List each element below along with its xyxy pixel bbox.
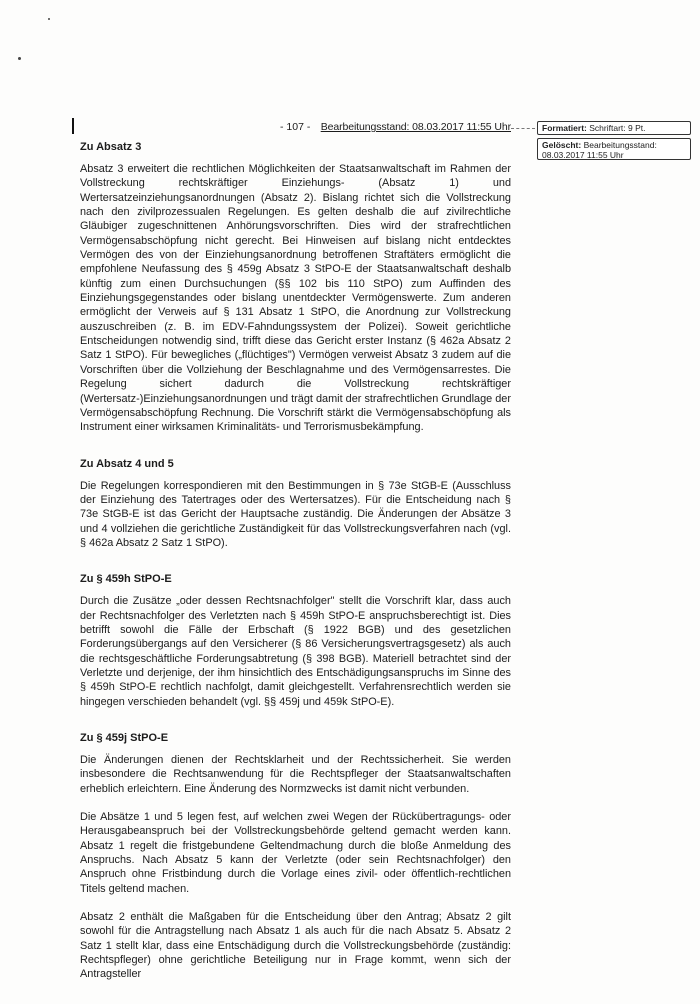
page-number: - 107 - [280, 121, 311, 133]
document-body [80, 140, 511, 1004]
comment-connector [511, 128, 535, 129]
section-heading: Zu Absatz 4 und 5 [80, 457, 174, 470]
paragraph: Durch die Zusätze „oder dessen Rechtsnachfolger" stellt die Vorschrift klar, dass auch der Rechtsnachfolger des Verletzten nach § 459h StPO-E anspruchsberechtigt ist. Dies betrifft sowohl die Fälle der Erbschaft (§ 1922 BGB) und des gesetzlichen Forderungsübergangs auf den Versicherer (§ 86 Versicherungsvertragsgesetz) als auch die rechtsgeschäftliche Forderungsabtretung (§ 398 BGB). Materiell betrachtet sind der Verletzte und derjenige, der ihm hinsichtlich des Entschädigungsanspruchs im Sinne des § 459h StPO-E rechtlich nachfolgt, damit gleichgestellt. Verfahrensrechtlich werden sie hingegen verschieden behandelt (vgl. §§ 459j und 459k StPO-E). [80, 595, 511, 708]
revision-stamp: Bearbeitungsstand: 08.03.2017 11:55 Uhr [320, 121, 511, 133]
paragraph: Die Änderungen dienen der Rechtsklarheit und der Rechtssicherheit. Sie werden insbesondere die Rechtsanwendung für die Rechtspfleger der Staatsanwaltschaften erheblich erleichtern. Eine Änderung des Normzwecks ist damit nicht verbunden. [80, 754, 511, 795]
comment-formatted[interactable] [537, 121, 691, 135]
section-heading: Zu § 459j StPO-E [80, 732, 169, 744]
comment-label: Gelöscht: [542, 140, 582, 150]
comment-text: Schriftart: 9 Pt. [589, 123, 646, 133]
scan-speck [18, 57, 21, 60]
comment-label: Formatiert: [542, 123, 587, 133]
paragraph: Die Regelungen korrespondieren mit den Bestimmungen in § 73e StGB-E (Ausschluss der Einziehung des Tatertrages oder des Wertersatzes). Für die Entscheidung nach § 73e StGB-E ist das Gericht der Hauptsache zuständig. Die Änderungen der Absätze 3 und 4 vollziehen die gerichtliche Zuständigkeit für das Vollstreckungsverfahren nach (vgl. § 462a Absatz 2 Satz 1 StPO). [80, 479, 511, 549]
paragraph: Absatz 2 enthält die Maßgaben für die Entscheidung über den Antrag; Absatz 2 gilt sowohl für die Antragstellung nach Absatz 1 als auch für die nach Absatz 5. Absatz 2 Satz 1 stellt klar, dass eine Entschädigung durch die Vollstreckungsbehörde (zuständig: Rechtspfleger) ohne gerichtliche Beteiligung nur in Frage kommt, wenn sich der Antragsteller [80, 911, 511, 981]
revision-bar [72, 118, 74, 134]
section-heading: Zu § 459h StPO-E [80, 573, 172, 586]
comment-deleted[interactable] [537, 138, 691, 160]
scan-speck [48, 18, 50, 20]
paragraph: Die Absätze 1 und 5 legen fest, auf welchen zwei Wegen der Rückübertragungs- oder Herausgabeanspruch bei der Vollstreckungsbehörde geltend gemacht werden kann. Absatz 1 regelt die fristgebundene Geltendmachung durch die bloße Anmeldung des Anspruchs. Nach Absatz 5 kann der Verletzte (oder sein Rechtsnachfolger) den Anspruch ohne Fristbindung durch die Vorlage eines zivil- oder öffentlich-rechtlichen Titels geltend machen. [80, 811, 511, 895]
comment-text: Bearbeitungsstand: 08.03.2017 11:55 Uhr [542, 140, 657, 160]
paragraph: Absatz 3 erweitert die rechtlichen Möglichkeiten der Staatsanwaltschaft im Rahmen der Vollstreckung rechtskräftiger Einziehungs- (Absatz 1) und Wertersatzeinziehungsanordnungen (Absatz 2). Bislang richtet sich die Vollstreckung nach den zivilprozessualen Regelungen. Es gelten deshalb die auf zivilrechtliche Gläubiger zugeschnittenen Anhörungsvorschriften. Dies wird der strafrechtlichen Vermögensabschöpfung nicht gerecht. Bei Hinweisen auf bislang nicht entdecktes Vermögen des von der Einziehungsanordnung betroffenen Straftäters ermöglicht die empfohlene Neufassung des § 459g Absatz 3 StPO-E der Staatsanwaltschaft deshalb künftig zum einen Durchsuchungen (§§ 102 bis 110 StPO) zum Auffinden des Einziehungsgegenstandes oder bislang unentdeckter Vermögenswerte. Zum anderen ermöglicht der Verweis auf § 131 Absatz 1 StPO, die Anordnung zur Vollstreckung auszuschreiben (z. B. im EDV-Fahndungssystem der Polizei). Soweit gerichtliche Entscheidungen notwendig sind, trifft diese das Gericht erster Instanz (§ 462a Absatz 2 Satz 1 StPO). Für bewegliches („flüchtiges") Vermögen verweist Absatz 3 zudem auf die Vorschriften über die Vollziehung der Beschlagnahme und des Vermögensarrestes. Die Regelung sichert dadurch die Vollstreckung rechtskräftiger (Wertersatz-)Einziehungsanordnungen und trägt damit der strafrechtlichen Grundlage der Vermögensabschöpfung Rechnung. Die Vorschrift stärkt die Vermögensabschöpfung als Instrument einer wirksamen Kriminalitäts- und Terrorismusbekämpfung. [80, 163, 511, 434]
page-header [80, 121, 511, 135]
section-heading: Zu Absatz 3 [80, 141, 142, 153]
